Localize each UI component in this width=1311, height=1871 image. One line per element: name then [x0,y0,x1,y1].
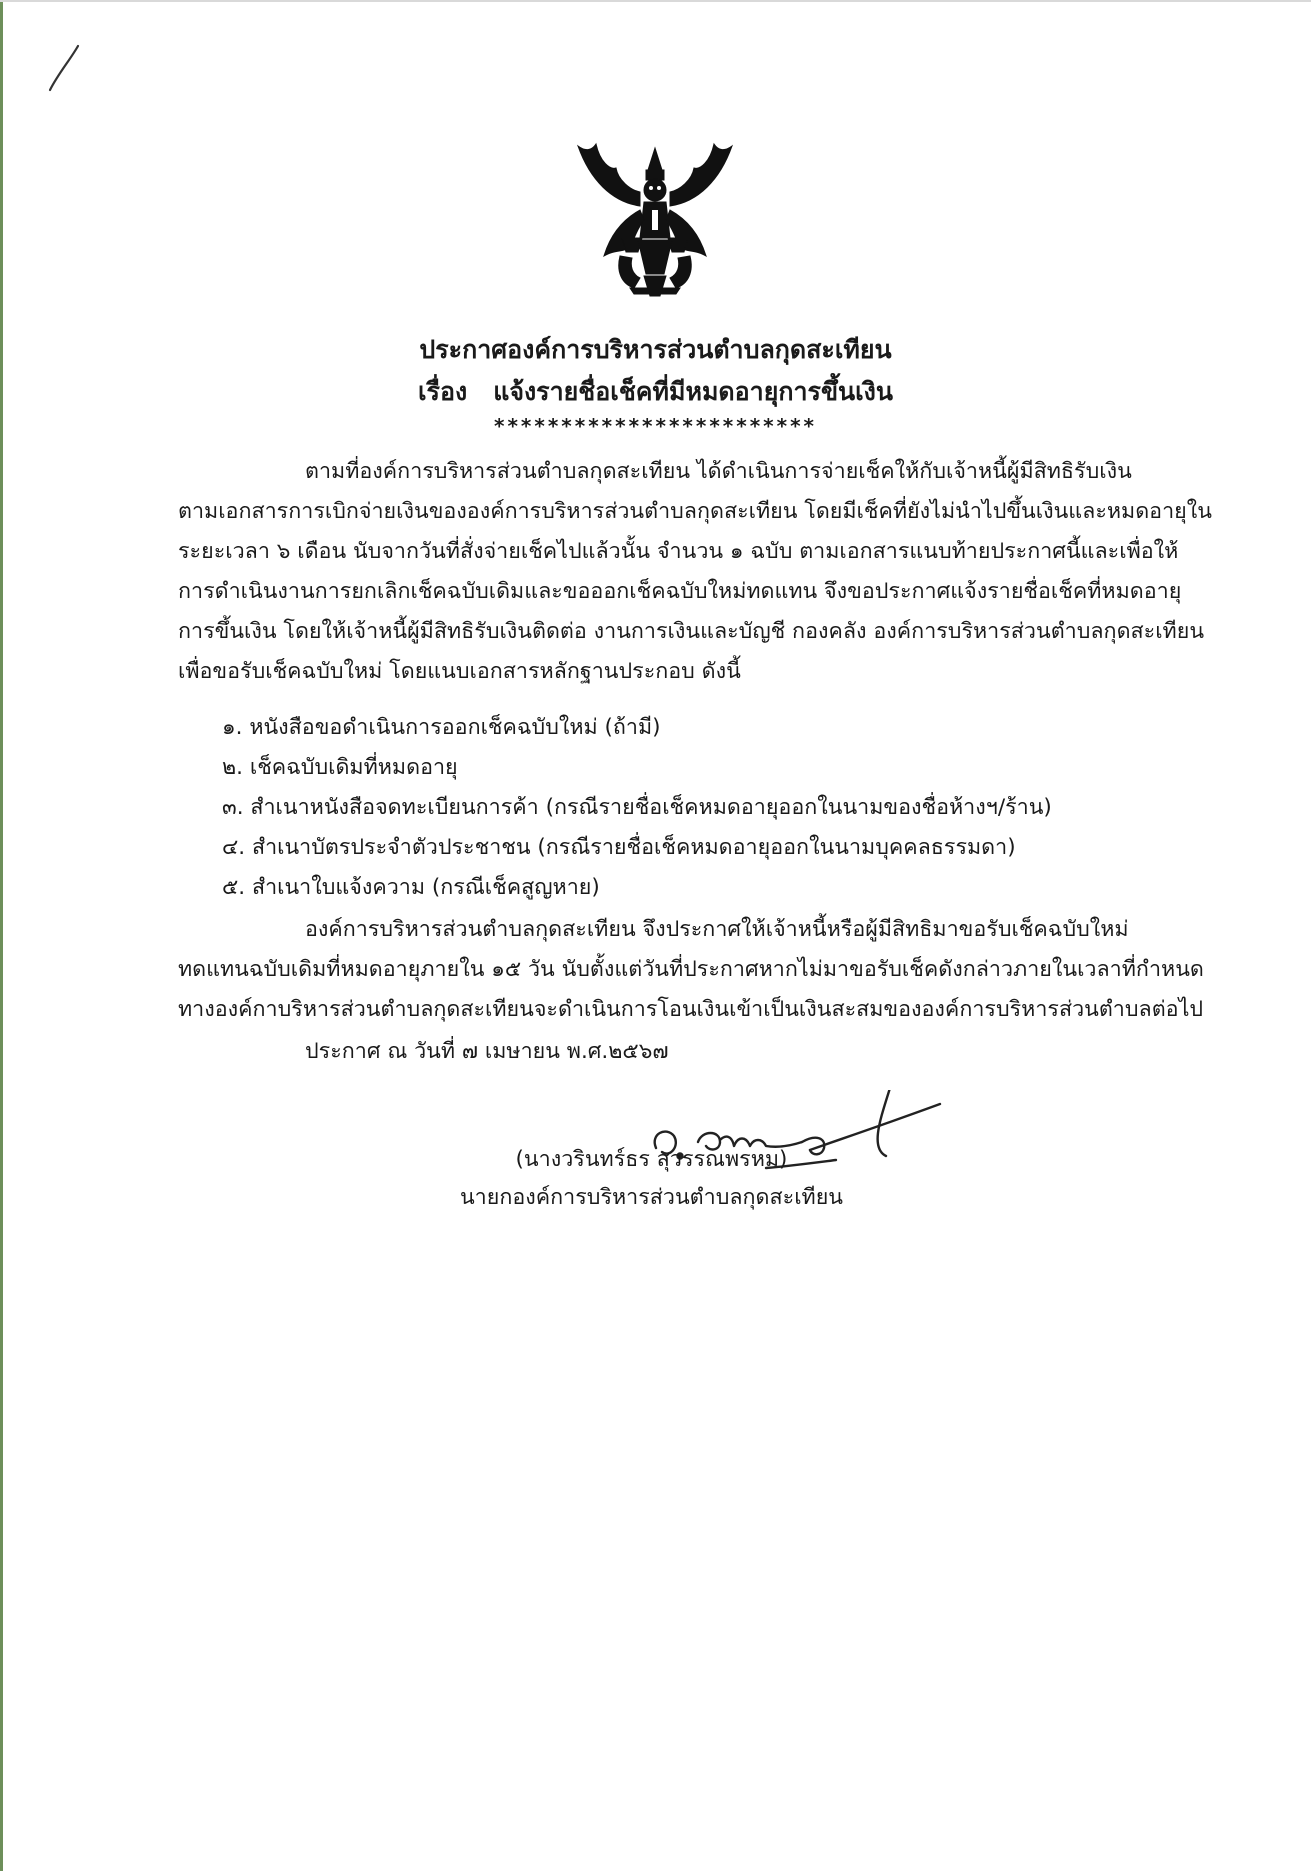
document-item-2: ๒. เช็คฉบับเดิมที่หมดอายุ [222,755,458,780]
closing-line-1: องค์การบริหารส่วนตำบลกุดสะเทียน จึงประกาศให้เจ้าหนี้หรือผู้มีสิทธิมาขอรับเช็คฉบับใหม่ [305,917,1129,942]
corner-check-mark [44,42,84,94]
closing-line-2: ทดแทนฉบับเดิมที่หมดอายุภายใน ๑๕ วัน นับตั้งแต่วันที่ประกาศหากไม่มาขอรับเช็คดังกล่าวภายในเวลาที่กำหนด [178,957,1204,982]
announcement-title: ประกาศองค์การบริหารส่วนตำบลกุดสะเทียน [419,335,892,364]
intro-line-1: ตามที่องค์การบริหารส่วนตำบลกุดสะเทียน ได้ดำเนินการจ่ายเช็คให้กับเจ้าหนี้ผู้มีสิทธิรับเงิน [305,459,1132,484]
subject-label: เรื่อง [418,377,468,406]
scan-edge-top [0,0,1311,2]
intro-line-6: เพื่อขอรับเช็คฉบับใหม่ โดยแนบเอกสารหลักฐานประกอบ ดังนี้ [178,659,741,684]
closing-line-3: ทางองค์กาบริหารส่วนตำบลกุดสะเทียนจะดำเนินการโอนเงินเข้าเป็นเงินสะสมขององค์การบริหารส่วนตำบลต่อไป [178,997,1204,1022]
signatory-name: (นางวรินทร์ธร สุวรรณพรหม) [515,1147,788,1172]
document-item-4: ๔. สำเนาบัตรประจำตัวประชาชน (กรณีรายชื่อเช็คหมดอายุออกในนามบุคคลธรรมดา) [222,835,1016,860]
garuda-emblem [560,140,750,300]
intro-line-2: ตามเอกสารการเบิกจ่ายเงินขององค์การบริหารส่วนตำบลกุดสะเทียน โดยมีเช็คที่ยังไม่นำไปขึ้นเงินและหมดอายุใน [178,499,1212,524]
intro-line-3: ระยะเวลา ๖ เดือน นับจากวันที่สั่งจ่ายเช็คไปแล้วนั้น จำนวน ๑ ฉบับ ตามเอกสารแนบท้ายประกาศนี้และเพื่อให้ [178,539,1179,564]
scan-edge-left [0,0,3,1871]
signatory-position: นายกองค์การบริหารส่วนตำบลกุดสะเทียน [459,1185,844,1210]
intro-line-4: การดำเนินงานการยกเลิกเช็คฉบับเดิมและขอออกเช็คฉบับใหม่ทดแทน จึงขอประกาศแจ้งรายชื่อเช็คที่หมดอายุ [178,579,1182,604]
document-item-1: ๑. หนังสือขอดำเนินการออกเช็คฉบับใหม่ (ถ้ามี) [222,715,661,740]
document-item-5: ๕. สำเนาใบแจ้งความ (กรณีเช็คสูญหาย) [222,875,600,900]
document-item-3: ๓. สำเนาหนังสือจดทะเบียนการค้า (กรณีรายชื่อเช็คหมดอายุออกในนามของชื่อห้างฯ/ร้าน) [222,795,1052,820]
announcement-date: ประกาศ ณ วันที่ ๗ เมษายน พ.ศ.๒๕๖๗ [305,1039,669,1064]
intro-line-5: การขึ้นเงิน โดยให้เจ้าหนี้ผู้มีสิทธิรับเงินติดต่อ งานการเงินและบัญชี กองคลัง องค์การบริหารส่วนตำบลกุดสะเทียน [178,619,1205,644]
separator-stars: ************************ [493,414,817,438]
subject-text: แจ้งรายชื่อเช็คที่มีหมดอายุการขึ้นเงิน [493,377,893,406]
subject-line [0,372,1311,412]
